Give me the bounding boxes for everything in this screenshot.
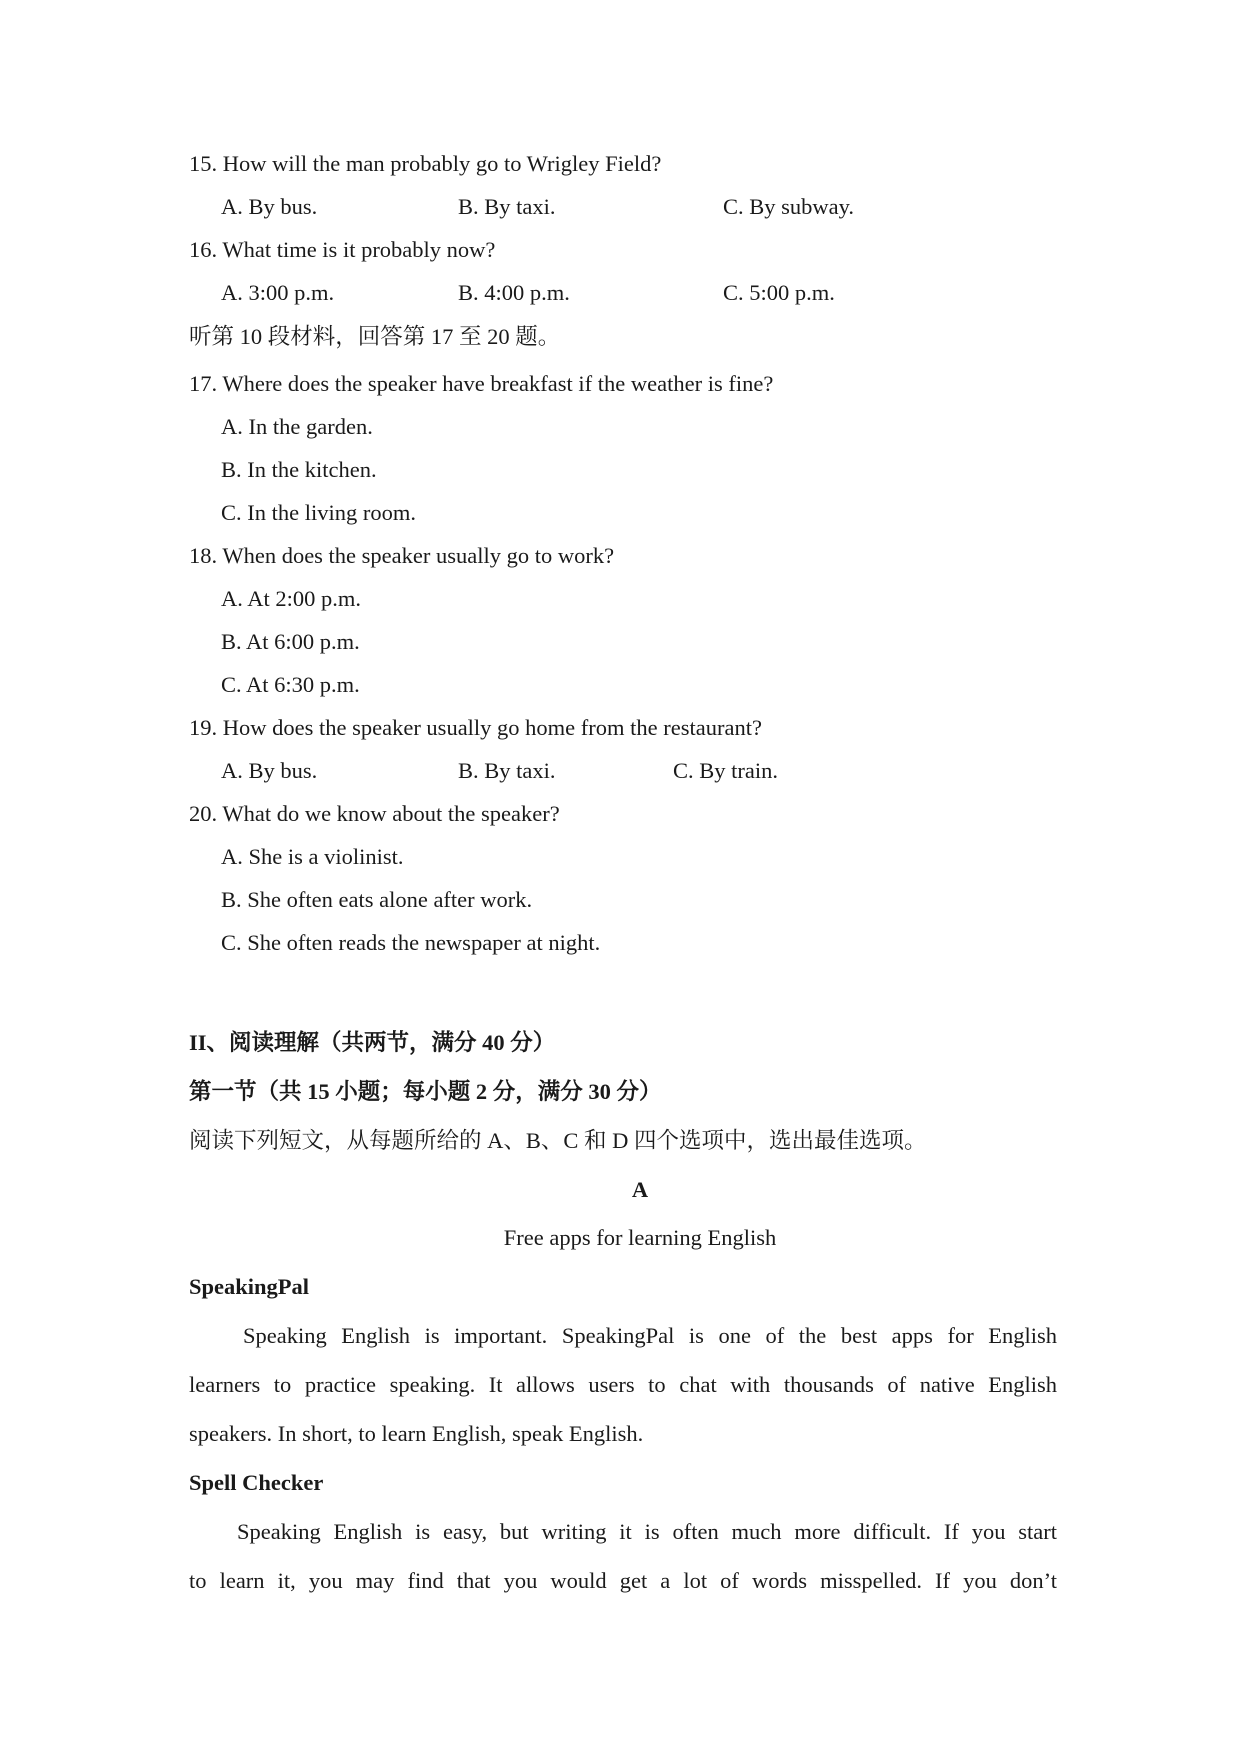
question-15-option-b: B. By taxi. — [458, 194, 556, 219]
question-15-option-c: C. By subway. — [723, 194, 855, 219]
question-15-stem: 15. How will the man probably go to Wrigley Field? — [189, 151, 662, 176]
question-16-option-b: B. 4:00 p.m. — [458, 280, 570, 305]
spell-checker-line-2: to learn it, you may find that you would get a lot of words misspelled. If you don’t — [189, 1568, 1057, 1593]
question-16-option-a: A. 3:00 p.m. — [221, 280, 335, 305]
question-20-option-a: A. She is a violinist. — [221, 844, 404, 869]
app-name-spell-checker: Spell Checker — [189, 1470, 324, 1495]
speakingpal-line-3: speakers. In short, to learn English, speak English. — [189, 1421, 644, 1446]
passage-title: Free apps for learning English — [503, 1225, 777, 1250]
question-20-option-c: C. She often reads the newspaper at night. — [221, 930, 601, 955]
question-17-stem: 17. Where does the speaker have breakfast if the weather is fine? — [189, 371, 774, 396]
question-16-option-c: C. 5:00 p.m. — [723, 280, 835, 305]
reading-instruction: 阅读下列短文，从每题所给的 A、B、C 和 D 四个选项中，选出最佳选项。 — [189, 1128, 927, 1153]
question-18-stem: 18. When does the speaker usually go to work? — [189, 543, 615, 568]
app-name-speakingpal: SpeakingPal — [189, 1274, 310, 1299]
listening-instruction: 听第 10 段材料，回答第 17 至 20 题。 — [189, 324, 561, 349]
question-17-option-a: A. In the garden. — [221, 414, 373, 439]
question-18-option-a: A. At 2:00 p.m. — [221, 586, 362, 611]
question-19-option-b: B. By taxi. — [458, 758, 556, 783]
question-15-option-a: A. By bus. — [221, 194, 318, 219]
question-18-option-c: C. At 6:30 p.m. — [221, 672, 360, 697]
question-19-option-c: C. By train. — [673, 758, 778, 783]
question-19-stem: 19. How does the speaker usually go home from the restaurant? — [189, 715, 762, 740]
speakingpal-line-2: learners to practice speaking. It allows users to chat with thousands of native English — [189, 1372, 1057, 1397]
question-17-option-c: C. In the living room. — [221, 500, 416, 525]
question-16-stem: 16. What time is it probably now? — [189, 237, 496, 262]
passage-letter: A — [631, 1177, 649, 1202]
question-19-option-a: A. By bus. — [221, 758, 318, 783]
question-18-option-b: B. At 6:00 p.m. — [221, 629, 360, 654]
question-17-option-b: B. In the kitchen. — [221, 457, 377, 482]
question-20-stem: 20. What do we know about the speaker? — [189, 801, 560, 826]
section-2-title: II、阅读理解（共两节，满分 40 分） — [189, 1030, 556, 1055]
speakingpal-line-1: Speaking English is important. SpeakingPal is one of the best apps for English — [243, 1323, 1057, 1348]
question-20-option-b: B. She often eats alone after work. — [221, 887, 533, 912]
part-1-title: 第一节（共 15 小题；每小题 2 分，满分 30 分） — [189, 1079, 662, 1104]
spell-checker-line-1: Speaking English is easy, but writing it is often much more difficult. If you start — [237, 1519, 1057, 1544]
